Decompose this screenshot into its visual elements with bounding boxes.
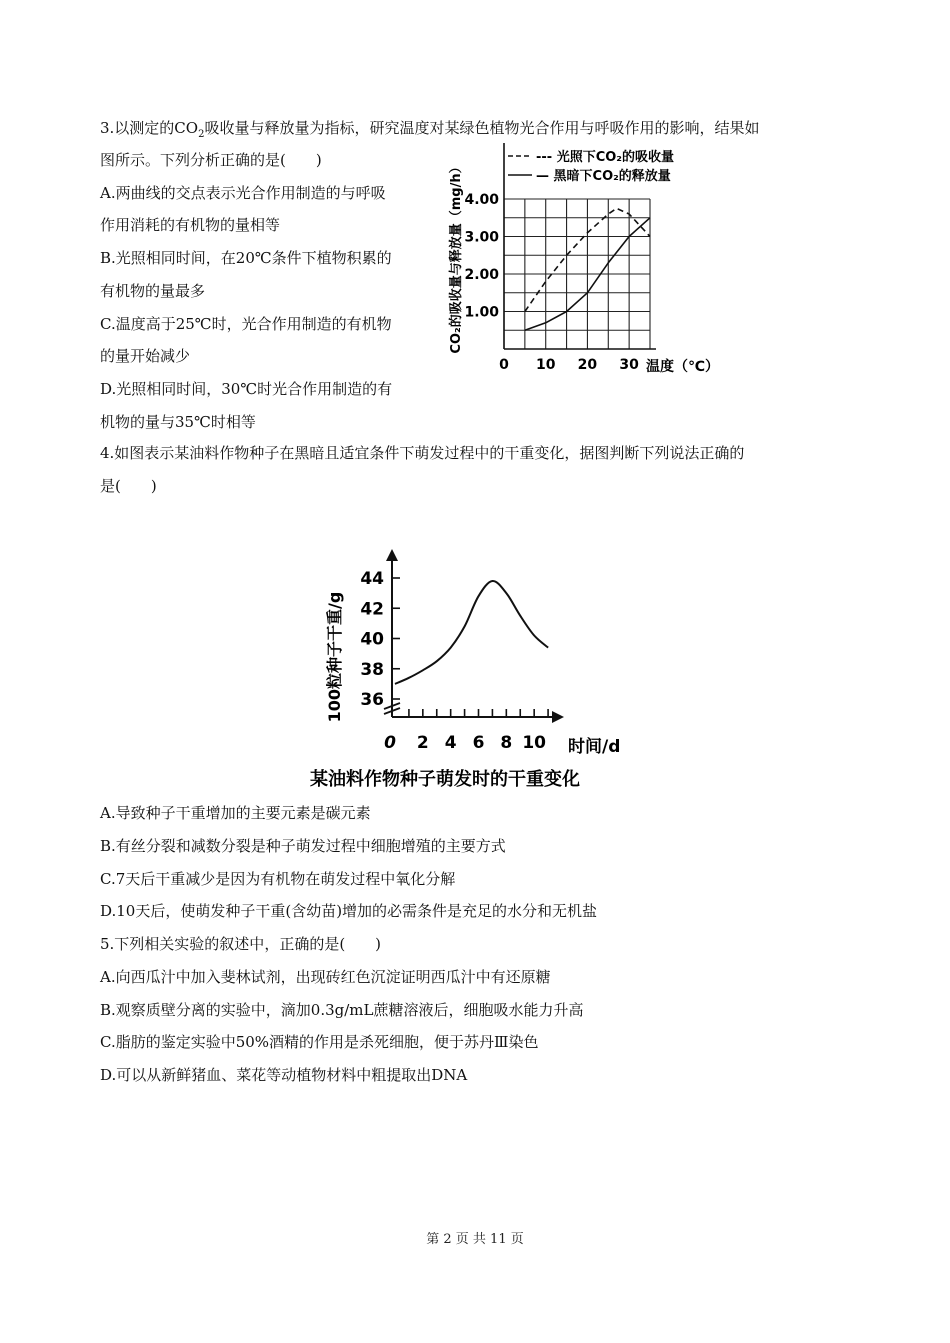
chart1-grid <box>504 199 650 349</box>
chart1-legend-solid: — 黑暗下CO₂的释放量 <box>536 169 671 184</box>
chart2-x-tick-label: 10 <box>522 733 547 753</box>
chart2-y-tick-label: 40 <box>360 629 384 650</box>
q3-option-c-line2: 的量开始减少 <box>100 347 191 365</box>
q3-option-d-line1: D.光照相同时间，30℃时光合作用制造的有 <box>100 380 393 398</box>
chart2-x-tick-label: 4 <box>444 733 457 753</box>
chart1-x-tick-label: 10 <box>535 357 556 373</box>
q3-option-b-line1: B.光照相同时间，在20℃条件下植物积累的 <box>100 249 392 267</box>
chart1-y-tick-label: 3.00 <box>464 229 499 246</box>
q4-stem-line2: 是( ) <box>100 477 157 495</box>
q4-option-d: D.10天后，使萌发种子干重(含幼苗)增加的必需条件是充足的水分和无机盐 <box>100 902 598 920</box>
chart2-x-tick-label: 0 <box>384 733 396 753</box>
q4-option-b: B.有丝分裂和减数分裂是种子萌发过程中细胞增殖的主要方式 <box>100 837 506 855</box>
q3-option-c-line1: C.温度高于25℃时，光合作用制造的有机物 <box>100 315 392 333</box>
chart2-title: 某油料作物种子萌发时的干重变化 <box>310 769 580 790</box>
chart2-y-axis-arrow <box>386 549 398 561</box>
chart2-ylabel: 100粒种子干重/g <box>325 591 344 723</box>
q3-stem-line2: 图所示。下列分析正确的是( ) <box>100 151 322 169</box>
q3-option-b-line2: 有机物的量最多 <box>100 282 206 300</box>
q3-stem-line1: 3.以测定的$CO_2$吸收量与释放量为指标，研究温度对某绿色植物光合作用与呼吸作用的影响，结果如 <box>100 119 760 140</box>
chart1-y-tick-label: 4.00 <box>464 192 499 208</box>
chart1-x-tick-label: 30 <box>619 357 639 373</box>
chart2-x-axis-arrow <box>552 711 564 723</box>
chart1-y-tick-label: 2.00 <box>464 267 499 283</box>
q4-option-a: A.导致种子干重增加的主要元素是碳元素 <box>100 804 371 822</box>
seed-dry-weight-chart <box>310 545 650 795</box>
chart1-xlabel: 温度（℃） <box>646 359 719 375</box>
chart2-x-tick-label: 8 <box>500 733 513 753</box>
seed-chart-svg <box>310 545 650 795</box>
q5-stem: 5.下列相关实验的叙述中，正确的是( ) <box>100 935 382 953</box>
chart1-tick-labels <box>464 192 639 373</box>
chart2-series-dry-weight <box>395 581 548 684</box>
chart1-x-tick-label: 0 <box>499 357 509 373</box>
chart2-xlabel: 时间/d <box>568 737 621 757</box>
co2-temperature-chart <box>440 135 740 380</box>
chart1-y-tick-label: 1.00 <box>464 304 499 321</box>
chart1-legend-dashed: --- 光照下CO₂的吸收量 <box>536 150 674 165</box>
chart2-tick-labels <box>360 569 548 753</box>
chart2-axes <box>384 549 564 723</box>
q3-option-a-line2: 作用消耗的有机物的量相等 <box>100 216 281 234</box>
chart2-y-tick-label: 38 <box>360 659 384 680</box>
chart2-series <box>395 581 548 684</box>
q3-option-d-line2: 机物的量与35℃时相等 <box>100 413 256 431</box>
co2-chart-svg <box>440 135 740 380</box>
chart1-ylabel: CO₂的吸收量与释放量（mg/h） <box>449 160 464 354</box>
chart2-y-tick-label: 44 <box>360 569 384 589</box>
q4-stem-line1: 4.如图表示某油料作物种子在黑暗且适宜条件下萌发过程中的干重变化，据图判断下列说法正确的 <box>100 444 745 462</box>
q4-option-c: C.7天后干重减少是因为有机物在萌发过程中氧化分解 <box>100 870 456 888</box>
chart2-x-tick-label: 6 <box>472 733 485 753</box>
chart2-y-tick-label: 42 <box>360 599 384 620</box>
chart1-x-tick-label: 20 <box>577 357 598 373</box>
q5-option-d: D.可以从新鲜猪血、菜花等动植物材料中粗提取出DNA <box>100 1066 468 1084</box>
chart2-x-tick-label: 2 <box>416 733 429 753</box>
q5-option-a: A.向西瓜汁中加入斐林试剂，出现砖红色沉淀证明西瓜汁中有还原糖 <box>100 968 551 986</box>
chart2-y-tick-label: 36 <box>360 690 384 710</box>
page-footer: 第 2 页 共 11 页 <box>426 1232 524 1247</box>
q5-option-b: B.观察质壁分离的实验中，滴加0.3g/mL蔗糖溶液后，细胞吸水能力升高 <box>100 1001 584 1019</box>
q3-option-a-line1: A.两曲线的交点表示光合作用制造的与呼吸 <box>100 184 386 202</box>
q5-option-c: C.脂肪的鉴定实验中50%酒精的作用是杀死细胞，便于苏丹Ⅲ染色 <box>100 1033 539 1051</box>
